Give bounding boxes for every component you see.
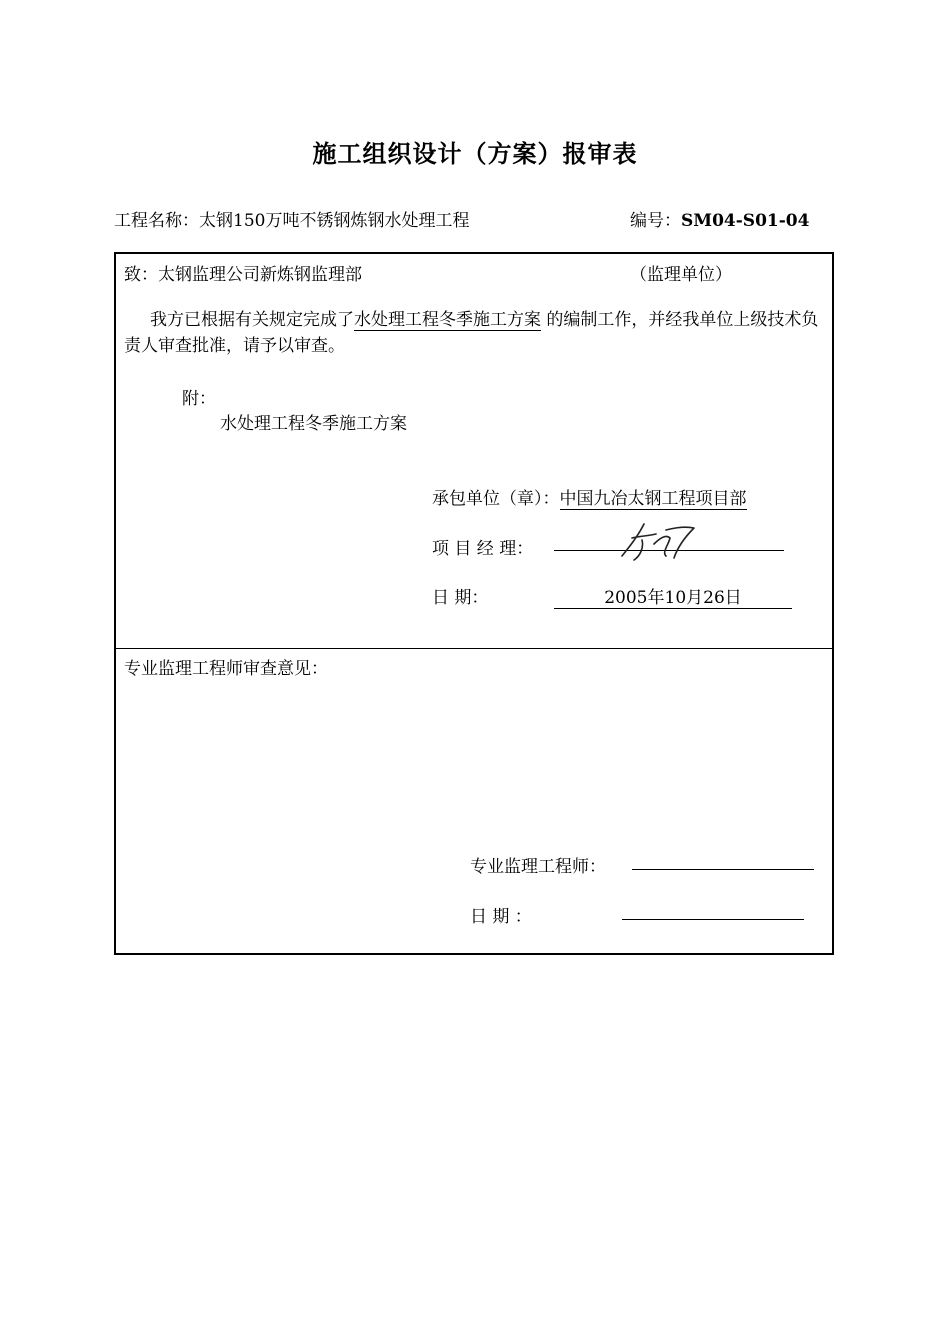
contractor-row	[432, 484, 747, 509]
review-date-line	[622, 919, 804, 920]
plan-name: 水处理工程冬季施工方案	[354, 310, 541, 330]
contractor-label: 承包单位（章）：	[432, 489, 560, 509]
engineer-signature-line	[632, 869, 814, 870]
addressee-row	[124, 260, 362, 285]
addressee: 太钢监理公司新炼钢监理部	[158, 265, 362, 285]
manager-label: 项 目 经 理：	[432, 539, 534, 559]
date-value: 2005年10月26日	[554, 583, 792, 609]
project-name: 太钢150万吨不锈钢炼钢水处理工程	[199, 211, 470, 231]
section-divider	[116, 648, 832, 649]
review-opinion-label: 专业监理工程师审查意见：	[124, 659, 328, 679]
review-date-label: 日 期 ：	[470, 907, 532, 927]
contractor-value: 中国九冶太钢工程项目部	[559, 489, 747, 509]
attachment-item: 水处理工程冬季施工方案	[220, 414, 407, 434]
number-label: 编号：	[630, 211, 681, 231]
date-label: 日 期：	[432, 588, 489, 608]
document-number: SM04-S01-04	[681, 211, 810, 231]
approval-form	[114, 252, 834, 955]
addressee-role: （监理单位）	[630, 265, 732, 285]
to-label: 致：	[124, 265, 158, 285]
attachment-label: 附：	[182, 389, 216, 409]
statement-suffix: 的编制工作，并经我单位上级技术负责人审查批准，请予以审查。	[124, 310, 819, 356]
statement-prefix: 我方已根据有关规定完成了	[150, 310, 354, 330]
project-label: 工程名称：	[114, 211, 199, 231]
project-name-row	[114, 206, 469, 231]
page-title: 施工组织设计（方案）报审表	[312, 139, 638, 168]
document-number-row	[630, 206, 809, 231]
engineer-label: 专业监理工程师：	[470, 857, 606, 877]
handwritten-signature-icon	[614, 516, 704, 564]
statement-paragraph	[124, 307, 830, 359]
